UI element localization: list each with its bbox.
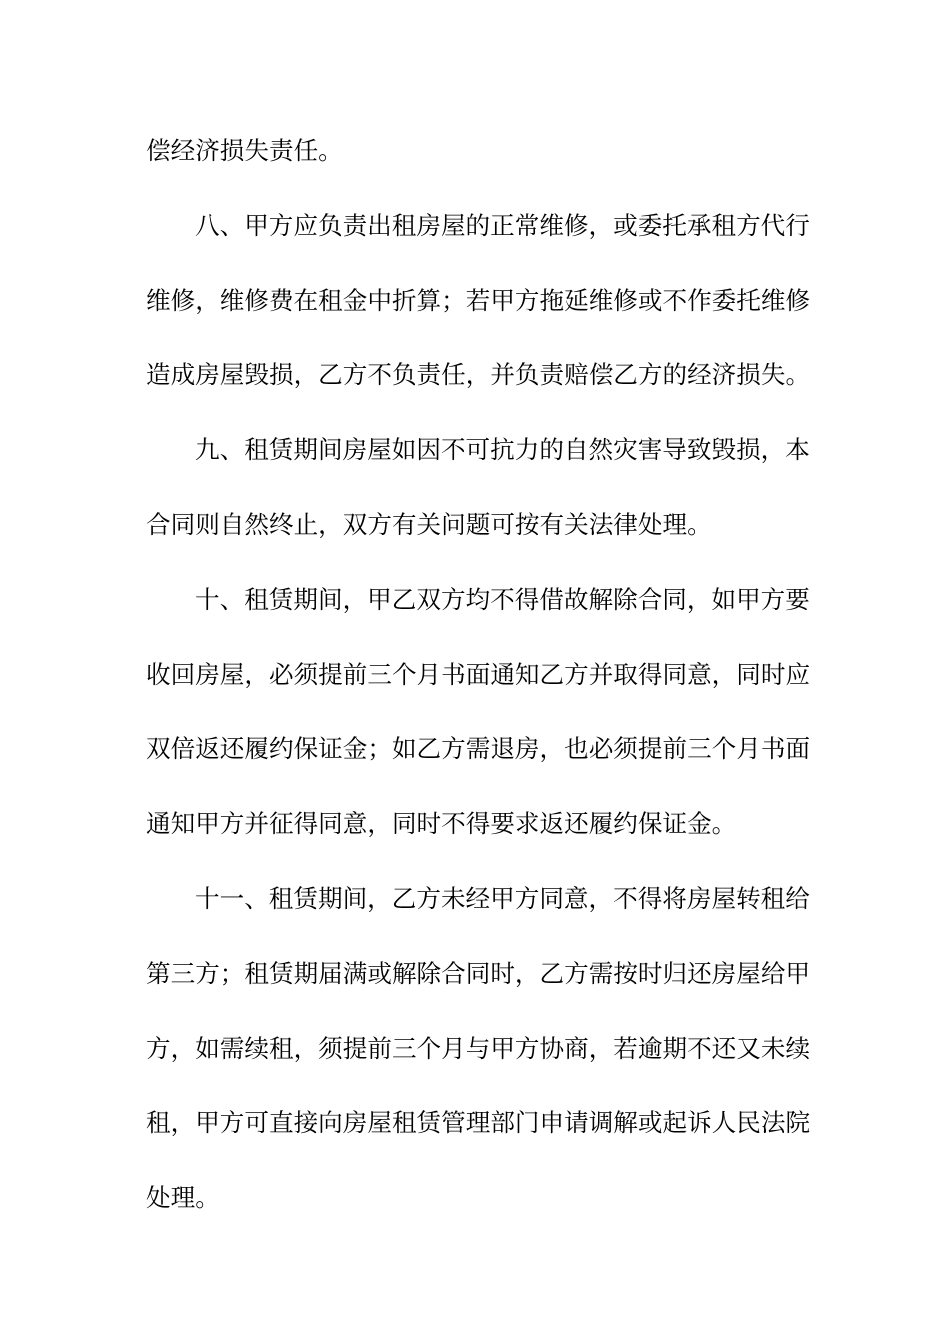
- clause-10-line: 十、租赁期间，甲乙双方均不得借故解除合同，如甲方要: [195, 584, 810, 614]
- text-line: 第三方；租赁期届满或解除合同时，乙方需按时归还房屋给甲: [146, 958, 810, 988]
- text-line: 方，如需续租，须提前三个月与甲方协商，若逾期不还又未续: [146, 1033, 810, 1063]
- text-line: 租，甲方可直接向房屋租赁管理部门申请调解或起诉人民法院: [146, 1108, 810, 1138]
- text-line: 处理。: [146, 1183, 220, 1213]
- text-line: 维修，维修费在租金中折算；若甲方拖延维修或不作委托维修: [146, 285, 810, 315]
- clause-8-line: 八、甲方应负责出租房屋的正常维修，或委托承租方代行: [195, 210, 810, 240]
- text-line: 合同则自然终止，双方有关问题可按有关法律处理。: [146, 509, 712, 539]
- clause-9-line: 九、租赁期间房屋如因不可抗力的自然灾害导致毁损，本: [195, 435, 810, 465]
- text-line: 偿经济损失责任。: [146, 136, 343, 165]
- clause-11-line: 十一、租赁期间，乙方未经甲方同意，不得将房屋转租给: [195, 883, 810, 913]
- document-body: [146, 126, 810, 1248]
- text-line: 双倍返还履约保证金；如乙方需退房，也必须提前三个月书面: [146, 734, 810, 764]
- text-line: 通知甲方并征得同意，同时不得要求返还履约保证金。: [146, 809, 737, 839]
- text-line: 收回房屋，必须提前三个月书面通知乙方并取得同意，同时应: [146, 659, 810, 689]
- text-line: 造成房屋毁损，乙方不负责任，并负责赔偿乙方的经济损失。: [146, 360, 810, 390]
